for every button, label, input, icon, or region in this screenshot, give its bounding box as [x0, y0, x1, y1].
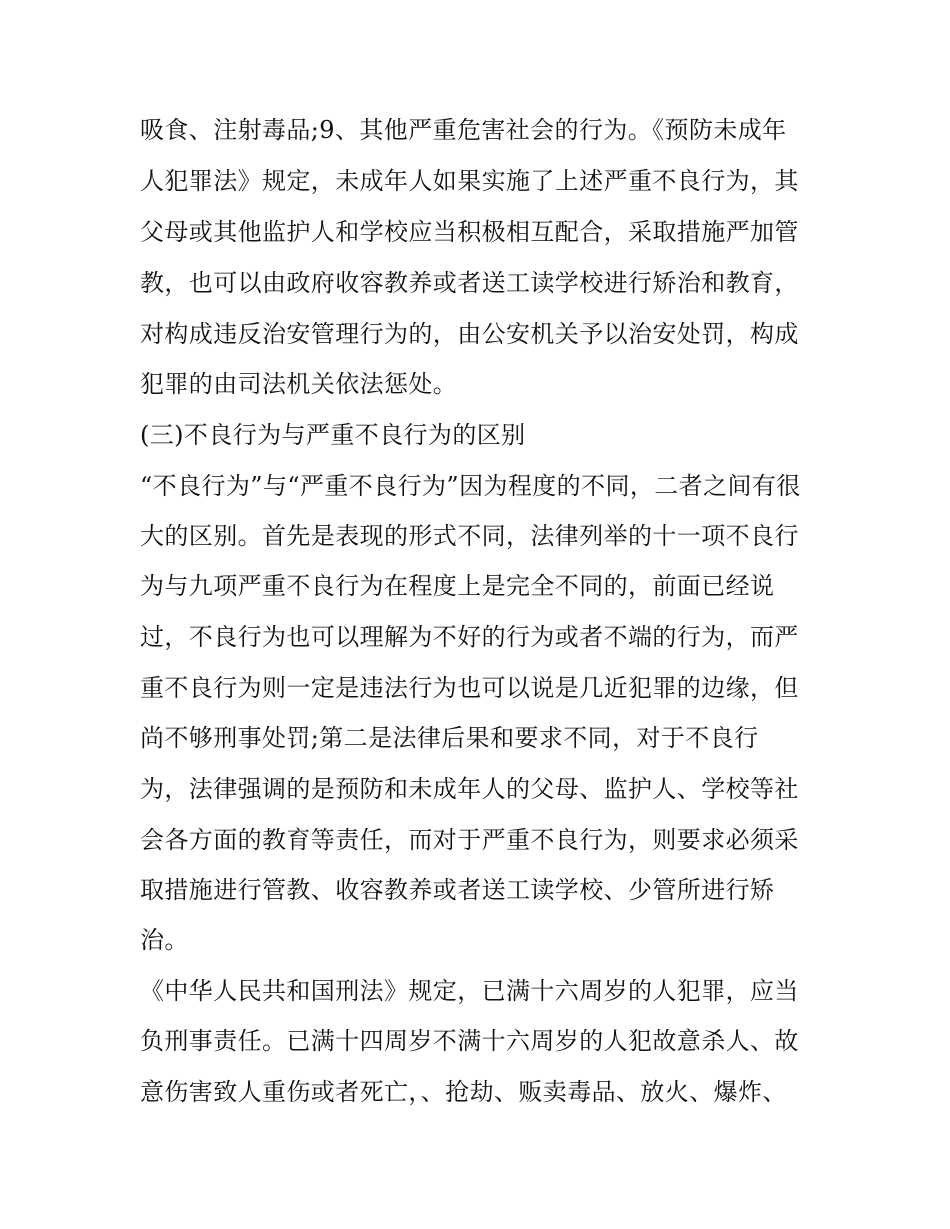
text-line: 为，法律强调的是预防和未成年人的父母、监护人、学校等社: [140, 775, 799, 803]
text-line: 父母或其他监护人和学校应当积极相互配合，采取措施严加管: [140, 218, 799, 246]
text-line: 对构成违反治安管理行为的，由公安机关予以治安处罚，构成: [140, 320, 799, 348]
text-line: 大的区别。首先是表现的形式不同，法律列举的十一项不良行: [140, 522, 799, 550]
section-heading: (三)不良行为与严重不良行为的区别: [140, 421, 526, 449]
text-line: 尚不够刑事处罚;第二是法律后果和要求不同，对于不良行: [140, 724, 759, 752]
text-line: 负刑事责任。已满十四周岁不满十六周岁的人犯故意杀人、故: [140, 1027, 799, 1055]
text-line: 为与九项严重不良行为在程度上是完全不同的，前面已经说: [140, 572, 775, 600]
text-line: 《中华人民共和国刑法》规定，已满十六周岁的人犯罪，应当: [140, 977, 799, 1005]
text-line: 治。: [140, 926, 189, 954]
text-line: 会各方面的教育等责任，而对于严重不良行为，则要求必须采: [140, 826, 799, 854]
text-line: 重不良行为则一定是违法行为也可以说是几近犯罪的边缘，但: [140, 674, 799, 702]
text-line: 过，不良行为也可以理解为不好的行为或者不端的行为，而严: [140, 623, 799, 651]
text-line: 吸食、注射毒品;9、其他严重危害社会的行为。《预防未成年: [140, 116, 787, 144]
text-line: 取措施进行管教、收容教养或者送工读学校、少管所进行矫: [140, 876, 775, 904]
text-line: 犯罪的由司法机关依法惩处。: [140, 370, 458, 398]
text-line: 人犯罪法》规定，未成年人如果实施了上述严重不良行为，其: [140, 167, 799, 195]
text-line: “不良行为”与“严重不良行为”因为程度的不同，二者之间有很: [140, 472, 801, 500]
text-line: 意伤害致人重伤或者死亡，、抢劫、贩卖毒品、放火、爆炸、: [140, 1078, 787, 1106]
text-line: 教，也可以由政府收容教养或者送工读学校进行矫治和教育，: [140, 269, 799, 297]
